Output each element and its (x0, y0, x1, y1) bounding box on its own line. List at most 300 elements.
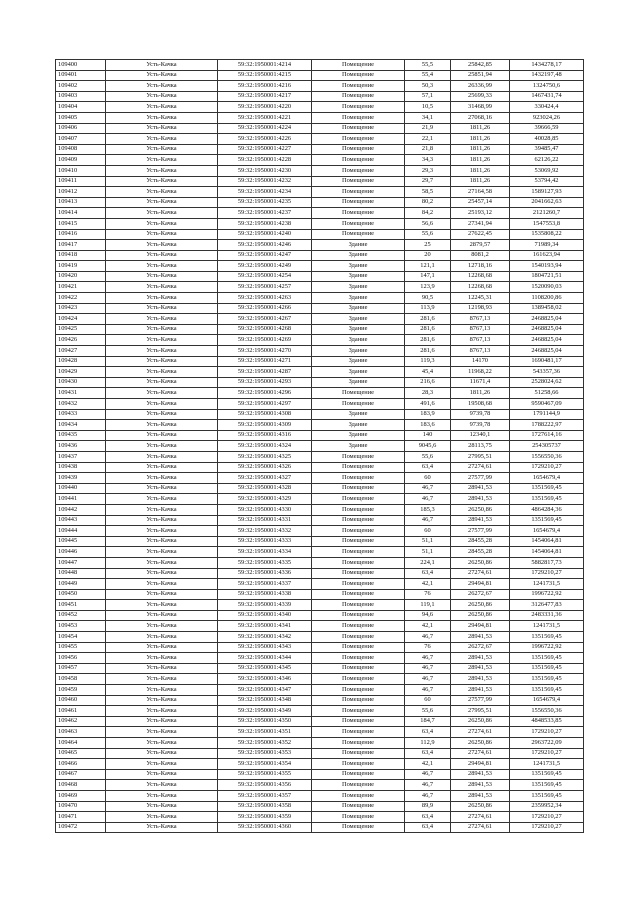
cadastral-number-cell: 59:32:1950001:4358 (218, 801, 312, 812)
locality-cell: Усть-Качка (106, 738, 218, 749)
locality-cell: Усть-Качка (106, 812, 218, 823)
specific-value-cell: 27995,51 (451, 706, 510, 717)
specific-value-cell: 1811,26 (451, 123, 510, 134)
specific-value-cell: 11968,22 (451, 367, 510, 378)
area-cell: 10,5 (405, 102, 451, 113)
locality-cell: Усть-Качка (106, 70, 218, 81)
specific-value-cell: 8767,13 (451, 314, 510, 325)
table-row (56, 377, 584, 388)
cadastral-number-cell: 59:32:1950001:4328 (218, 483, 312, 494)
object-type-cell: Помещение (312, 462, 405, 473)
row-number-cell: 109454 (56, 632, 106, 643)
specific-value-cell: 28941,53 (451, 653, 510, 664)
specific-value-cell: 25699,33 (451, 91, 510, 102)
cadastral-value-cell: 2483331,36 (510, 610, 584, 621)
locality-cell: Усть-Качка (106, 748, 218, 759)
locality-cell: Усть-Качка (106, 229, 218, 240)
cadastral-number-cell: 59:32:1950001:4228 (218, 155, 312, 166)
cadastral-number-cell: 59:32:1950001:4331 (218, 515, 312, 526)
locality-cell: Усть-Качка (106, 102, 218, 113)
specific-value-cell: 26250,86 (451, 716, 510, 727)
object-type-cell: Помещение (312, 822, 405, 833)
cadastral-number-cell: 59:32:1950001:4338 (218, 589, 312, 600)
table-body (56, 60, 584, 833)
object-type-cell: Помещение (312, 801, 405, 812)
row-number-cell: 109409 (56, 155, 106, 166)
table-row (56, 218, 584, 229)
object-type-cell: Помещение (312, 451, 405, 462)
object-type-cell: Здание (312, 324, 405, 335)
table-row (56, 579, 584, 590)
area-cell: 46,7 (405, 483, 451, 494)
row-number-cell: 109472 (56, 822, 106, 833)
cadastral-number-cell: 59:32:1950001:4334 (218, 547, 312, 558)
locality-cell: Усть-Качка (106, 759, 218, 770)
row-number-cell: 109424 (56, 314, 106, 325)
cadastral-number-cell: 59:32:1950001:4240 (218, 229, 312, 240)
cadastral-value-cell: 330424,4 (510, 102, 584, 113)
object-type-cell: Помещение (312, 759, 405, 770)
table-row (56, 261, 584, 272)
cadastral-number-cell: 59:32:1950001:4353 (218, 748, 312, 759)
table-row (56, 589, 584, 600)
locality-cell: Усть-Качка (106, 462, 218, 473)
cadastral-number-cell: 59:32:1950001:4339 (218, 600, 312, 611)
cadastral-number-cell: 59:32:1950001:4325 (218, 451, 312, 462)
object-type-cell: Помещение (312, 653, 405, 664)
cadastral-number-cell: 59:32:1950001:4340 (218, 610, 312, 621)
cadastral-value-cell: 1729210,27 (510, 727, 584, 738)
table-row (56, 547, 584, 558)
area-cell: 55,4 (405, 70, 451, 81)
cadastral-number-cell: 59:32:1950001:4359 (218, 812, 312, 823)
locality-cell: Усть-Качка (106, 801, 218, 812)
cadastral-value-cell: 1556550,36 (510, 706, 584, 717)
specific-value-cell: 11671,4 (451, 377, 510, 388)
row-number-cell: 109410 (56, 165, 106, 176)
object-type-cell: Помещение (312, 218, 405, 229)
cadastral-number-cell: 59:32:1950001:4316 (218, 430, 312, 441)
cadastral-number-cell: 59:32:1950001:4354 (218, 759, 312, 770)
cadastral-number-cell: 59:32:1950001:4249 (218, 261, 312, 272)
specific-value-cell: 12268,68 (451, 282, 510, 293)
cadastral-value-cell: 1791144,9 (510, 409, 584, 420)
object-type-cell: Помещение (312, 589, 405, 600)
specific-value-cell: 26250,86 (451, 610, 510, 621)
cadastral-number-cell: 59:32:1950001:4217 (218, 91, 312, 102)
area-cell: 34,1 (405, 112, 451, 123)
area-cell: 25 (405, 240, 451, 251)
row-number-cell: 109471 (56, 812, 106, 823)
area-cell: 491,6 (405, 399, 451, 410)
row-number-cell: 109437 (56, 451, 106, 462)
locality-cell: Усть-Качка (106, 441, 218, 452)
cadastral-value-cell: 1804721,51 (510, 271, 584, 282)
row-number-cell: 109425 (56, 324, 106, 335)
table-row (56, 356, 584, 367)
locality-cell: Усть-Качка (106, 250, 218, 261)
table-row (56, 314, 584, 325)
object-type-cell: Здание (312, 335, 405, 346)
row-number-cell: 109459 (56, 685, 106, 696)
specific-value-cell: 28941,53 (451, 769, 510, 780)
locality-cell: Усть-Качка (106, 314, 218, 325)
cadastral-number-cell: 59:32:1950001:4336 (218, 568, 312, 579)
area-cell: 76 (405, 589, 451, 600)
area-cell: 55,6 (405, 451, 451, 462)
object-type-cell: Помещение (312, 769, 405, 780)
table-row (56, 187, 584, 198)
locality-cell: Усть-Качка (106, 568, 218, 579)
object-type-cell: Помещение (312, 610, 405, 621)
area-cell: 34,3 (405, 155, 451, 166)
area-cell: 121,1 (405, 261, 451, 272)
table-row (56, 738, 584, 749)
cadastral-value-cell: 1729210,27 (510, 748, 584, 759)
area-cell: 9045,6 (405, 441, 451, 452)
table-row (56, 748, 584, 759)
specific-value-cell: 28941,53 (451, 494, 510, 505)
row-number-cell: 109415 (56, 218, 106, 229)
row-number-cell: 109426 (56, 335, 106, 346)
area-cell: 119,1 (405, 600, 451, 611)
locality-cell: Усть-Качка (106, 526, 218, 537)
cadastral-number-cell: 59:32:1950001:4342 (218, 632, 312, 643)
area-cell: 51,1 (405, 547, 451, 558)
table-row (56, 515, 584, 526)
row-number-cell: 109423 (56, 303, 106, 314)
object-type-cell: Помещение (312, 738, 405, 749)
table-row (56, 451, 584, 462)
area-cell: 183,9 (405, 409, 451, 420)
locality-cell: Усть-Качка (106, 218, 218, 229)
cadastral-value-cell: 1454064,81 (510, 536, 584, 547)
row-number-cell: 109436 (56, 441, 106, 452)
table-row (56, 346, 584, 357)
object-type-cell: Здание (312, 261, 405, 272)
object-type-cell: Здание (312, 271, 405, 282)
area-cell: 90,5 (405, 293, 451, 304)
object-type-cell: Помещение (312, 504, 405, 515)
area-cell: 55,5 (405, 60, 451, 71)
cadastral-value-cell: 2121260,7 (510, 208, 584, 219)
specific-value-cell: 26272,67 (451, 642, 510, 653)
object-type-cell: Помещение (312, 663, 405, 674)
area-cell: 140 (405, 430, 451, 441)
locality-cell: Усть-Качка (106, 642, 218, 653)
row-number-cell: 109450 (56, 589, 106, 600)
object-type-cell: Помещение (312, 579, 405, 590)
area-cell: 185,3 (405, 504, 451, 515)
specific-value-cell: 9739,78 (451, 420, 510, 431)
area-cell: 216,6 (405, 377, 451, 388)
row-number-cell: 109462 (56, 716, 106, 727)
cadastral-value-cell: 1241731,5 (510, 621, 584, 632)
object-type-cell: Помещение (312, 621, 405, 632)
table-row (56, 790, 584, 801)
table-row (56, 780, 584, 791)
cadastral-number-cell: 59:32:1950001:4238 (218, 218, 312, 229)
cadastral-number-cell: 59:32:1950001:4224 (218, 123, 312, 134)
object-type-cell: Помещение (312, 91, 405, 102)
object-type-cell: Помещение (312, 102, 405, 113)
specific-value-cell: 27274,61 (451, 568, 510, 579)
table-row (56, 155, 584, 166)
object-type-cell: Помещение (312, 695, 405, 706)
table-row (56, 430, 584, 441)
specific-value-cell: 28113,75 (451, 441, 510, 452)
object-type-cell: Помещение (312, 187, 405, 198)
specific-value-cell: 27577,99 (451, 473, 510, 484)
cadastral-value-cell: 1351569,45 (510, 632, 584, 643)
table-row (56, 822, 584, 833)
locality-cell: Усть-Качка (106, 409, 218, 420)
object-type-cell: Здание (312, 240, 405, 251)
cadastral-value-cell: 2041662,63 (510, 197, 584, 208)
specific-value-cell: 12268,68 (451, 271, 510, 282)
locality-cell: Усть-Качка (106, 282, 218, 293)
table-row (56, 134, 584, 145)
area-cell: 94,6 (405, 610, 451, 621)
object-type-cell: Помещение (312, 790, 405, 801)
locality-cell: Усть-Качка (106, 579, 218, 590)
area-cell: 28,3 (405, 388, 451, 399)
row-number-cell: 109447 (56, 557, 106, 568)
row-number-cell: 109420 (56, 271, 106, 282)
area-cell: 55,6 (405, 706, 451, 717)
cadastral-value-cell: 1351569,45 (510, 494, 584, 505)
cadastral-value-cell: 254305737 (510, 441, 584, 452)
specific-value-cell: 28941,53 (451, 674, 510, 685)
specific-value-cell: 28941,53 (451, 632, 510, 643)
row-number-cell: 109467 (56, 769, 106, 780)
locality-cell: Усть-Качка (106, 769, 218, 780)
table-row (56, 367, 584, 378)
cadastral-value-cell: 1454064,81 (510, 547, 584, 558)
table-row (56, 727, 584, 738)
cadastral-value-cell: 1654679,4 (510, 473, 584, 484)
cadastral-number-cell: 59:32:1950001:4267 (218, 314, 312, 325)
cadastral-number-cell: 59:32:1950001:4345 (218, 663, 312, 674)
row-number-cell: 109412 (56, 187, 106, 198)
object-type-cell: Помещение (312, 473, 405, 484)
row-number-cell: 109464 (56, 738, 106, 749)
row-number-cell: 109439 (56, 473, 106, 484)
area-cell: 281,6 (405, 324, 451, 335)
row-number-cell: 109449 (56, 579, 106, 590)
cadastral-number-cell: 59:32:1950001:4293 (218, 377, 312, 388)
row-number-cell: 109446 (56, 547, 106, 558)
cadastral-number-cell: 59:32:1950001:4269 (218, 335, 312, 346)
area-cell: 63,4 (405, 812, 451, 823)
cadastral-value-cell: 2528024,62 (510, 377, 584, 388)
locality-cell: Усть-Качка (106, 388, 218, 399)
table-row (56, 685, 584, 696)
table-row (56, 388, 584, 399)
area-cell: 63,4 (405, 568, 451, 579)
row-number-cell: 109438 (56, 462, 106, 473)
locality-cell: Усть-Качка (106, 483, 218, 494)
cadastral-value-cell: 1324750,6 (510, 81, 584, 92)
row-number-cell: 109402 (56, 81, 106, 92)
locality-cell: Усть-Качка (106, 716, 218, 727)
specific-value-cell: 27341,94 (451, 218, 510, 229)
table-row (56, 282, 584, 293)
table-row (56, 324, 584, 335)
cadastral-value-cell: 161623,94 (510, 250, 584, 261)
object-type-cell: Помещение (312, 642, 405, 653)
row-number-cell: 109445 (56, 536, 106, 547)
object-type-cell: Помещение (312, 568, 405, 579)
area-cell: 147,1 (405, 271, 451, 282)
specific-value-cell: 8081,2 (451, 250, 510, 261)
cadastral-number-cell: 59:32:1950001:4335 (218, 557, 312, 568)
row-number-cell: 109458 (56, 674, 106, 685)
area-cell: 46,7 (405, 769, 451, 780)
table-row (56, 494, 584, 505)
locality-cell: Усть-Качка (106, 60, 218, 71)
row-number-cell: 109411 (56, 176, 106, 187)
cadastral-value-cell: 3126477,83 (510, 600, 584, 611)
locality-cell: Усть-Качка (106, 197, 218, 208)
table-row (56, 60, 584, 71)
locality-cell: Усть-Качка (106, 430, 218, 441)
cadastral-value-cell: 1434278,17 (510, 60, 584, 71)
cadastral-value-cell: 1351569,45 (510, 663, 584, 674)
table-row (56, 473, 584, 484)
specific-value-cell: 12245,31 (451, 293, 510, 304)
area-cell: 184,7 (405, 716, 451, 727)
object-type-cell: Помещение (312, 144, 405, 155)
cadastral-value-cell: 62126,22 (510, 155, 584, 166)
specific-value-cell: 12340,1 (451, 430, 510, 441)
cadastral-value-cell: 1788222,97 (510, 420, 584, 431)
locality-cell: Усть-Качка (106, 695, 218, 706)
row-number-cell: 109444 (56, 526, 106, 537)
cadastral-value-cell: 71989,34 (510, 240, 584, 251)
locality-cell: Усть-Качка (106, 706, 218, 717)
specific-value-cell: 1811,26 (451, 388, 510, 399)
cadastral-value-cell: 1729210,27 (510, 568, 584, 579)
cadastral-number-cell: 59:32:1950001:4355 (218, 769, 312, 780)
locality-cell: Усть-Качка (106, 557, 218, 568)
specific-value-cell: 25193,12 (451, 208, 510, 219)
object-type-cell: Здание (312, 282, 405, 293)
cadastral-number-cell: 59:32:1950001:4350 (218, 716, 312, 727)
table-row (56, 642, 584, 653)
table-row (56, 504, 584, 515)
object-type-cell: Помещение (312, 399, 405, 410)
object-type-cell: Помещение (312, 748, 405, 759)
row-number-cell: 109405 (56, 112, 106, 123)
cadastral-number-cell: 59:32:1950001:4230 (218, 165, 312, 176)
locality-cell: Усть-Качка (106, 155, 218, 166)
cadastral-value-cell: 1432197,48 (510, 70, 584, 81)
object-type-cell: Помещение (312, 81, 405, 92)
area-cell: 29,3 (405, 165, 451, 176)
locality-cell: Усть-Качка (106, 610, 218, 621)
locality-cell: Усть-Качка (106, 165, 218, 176)
table-row (56, 674, 584, 685)
area-cell: 22,1 (405, 134, 451, 145)
cadastral-value-cell: 51258,66 (510, 388, 584, 399)
row-number-cell: 109463 (56, 727, 106, 738)
cadastral-number-cell: 59:32:1950001:4357 (218, 790, 312, 801)
cadastral-number-cell: 59:32:1950001:4270 (218, 346, 312, 357)
cadastral-value-cell: 923024,26 (510, 112, 584, 123)
table-row (56, 420, 584, 431)
locality-cell: Усть-Качка (106, 81, 218, 92)
row-number-cell: 109407 (56, 134, 106, 145)
cadastral-value-cell: 1241731,5 (510, 579, 584, 590)
specific-value-cell: 2879,57 (451, 240, 510, 251)
cadastral-number-cell: 59:32:1950001:4232 (218, 176, 312, 187)
specific-value-cell: 25457,14 (451, 197, 510, 208)
locality-cell: Усть-Качка (106, 112, 218, 123)
row-number-cell: 109432 (56, 399, 106, 410)
table-row (56, 335, 584, 346)
cadastral-number-cell: 59:32:1950001:4332 (218, 526, 312, 537)
row-number-cell: 109422 (56, 293, 106, 304)
locality-cell: Усть-Качка (106, 144, 218, 155)
locality-cell: Усть-Качка (106, 123, 218, 134)
table-row (56, 91, 584, 102)
area-cell: 20 (405, 250, 451, 261)
locality-cell: Усть-Качка (106, 356, 218, 367)
cadastral-value-cell: 4848533,85 (510, 716, 584, 727)
row-number-cell: 109429 (56, 367, 106, 378)
locality-cell: Усть-Качка (106, 187, 218, 198)
cadastral-value-cell: 1727614,16 (510, 430, 584, 441)
cadastral-value-cell: 1535808,22 (510, 229, 584, 240)
cadastral-value-cell: 2963722,09 (510, 738, 584, 749)
row-number-cell: 109418 (56, 250, 106, 261)
locality-cell: Усть-Качка (106, 293, 218, 304)
object-type-cell: Здание (312, 409, 405, 420)
area-cell: 46,7 (405, 780, 451, 791)
cadastral-number-cell: 59:32:1950001:4333 (218, 536, 312, 547)
specific-value-cell: 28455,28 (451, 547, 510, 558)
cadastral-number-cell: 59:32:1950001:4352 (218, 738, 312, 749)
object-type-cell: Помещение (312, 526, 405, 537)
specific-value-cell: 27577,99 (451, 526, 510, 537)
area-cell: 46,7 (405, 790, 451, 801)
cadastral-number-cell: 59:32:1950001:4227 (218, 144, 312, 155)
locality-cell: Усть-Качка (106, 346, 218, 357)
row-number-cell: 109433 (56, 409, 106, 420)
locality-cell: Усть-Качка (106, 208, 218, 219)
object-type-cell: Помещение (312, 197, 405, 208)
object-type-cell: Помещение (312, 515, 405, 526)
table-row (56, 229, 584, 240)
cadastral-value-cell: 1351569,45 (510, 790, 584, 801)
locality-cell: Усть-Качка (106, 335, 218, 346)
table-row (56, 536, 584, 547)
table-row (56, 409, 584, 420)
cadastral-number-cell: 59:32:1950001:4268 (218, 324, 312, 335)
object-type-cell: Помещение (312, 685, 405, 696)
row-number-cell: 109414 (56, 208, 106, 219)
cadastral-number-cell: 59:32:1950001:4344 (218, 653, 312, 664)
area-cell: 21,8 (405, 144, 451, 155)
area-cell: 46,7 (405, 494, 451, 505)
table-row (56, 293, 584, 304)
table-row (56, 112, 584, 123)
locality-cell: Усть-Качка (106, 536, 218, 547)
row-number-cell: 109428 (56, 356, 106, 367)
specific-value-cell: 8767,13 (451, 324, 510, 335)
cadastral-value-cell: 1351569,45 (510, 674, 584, 685)
